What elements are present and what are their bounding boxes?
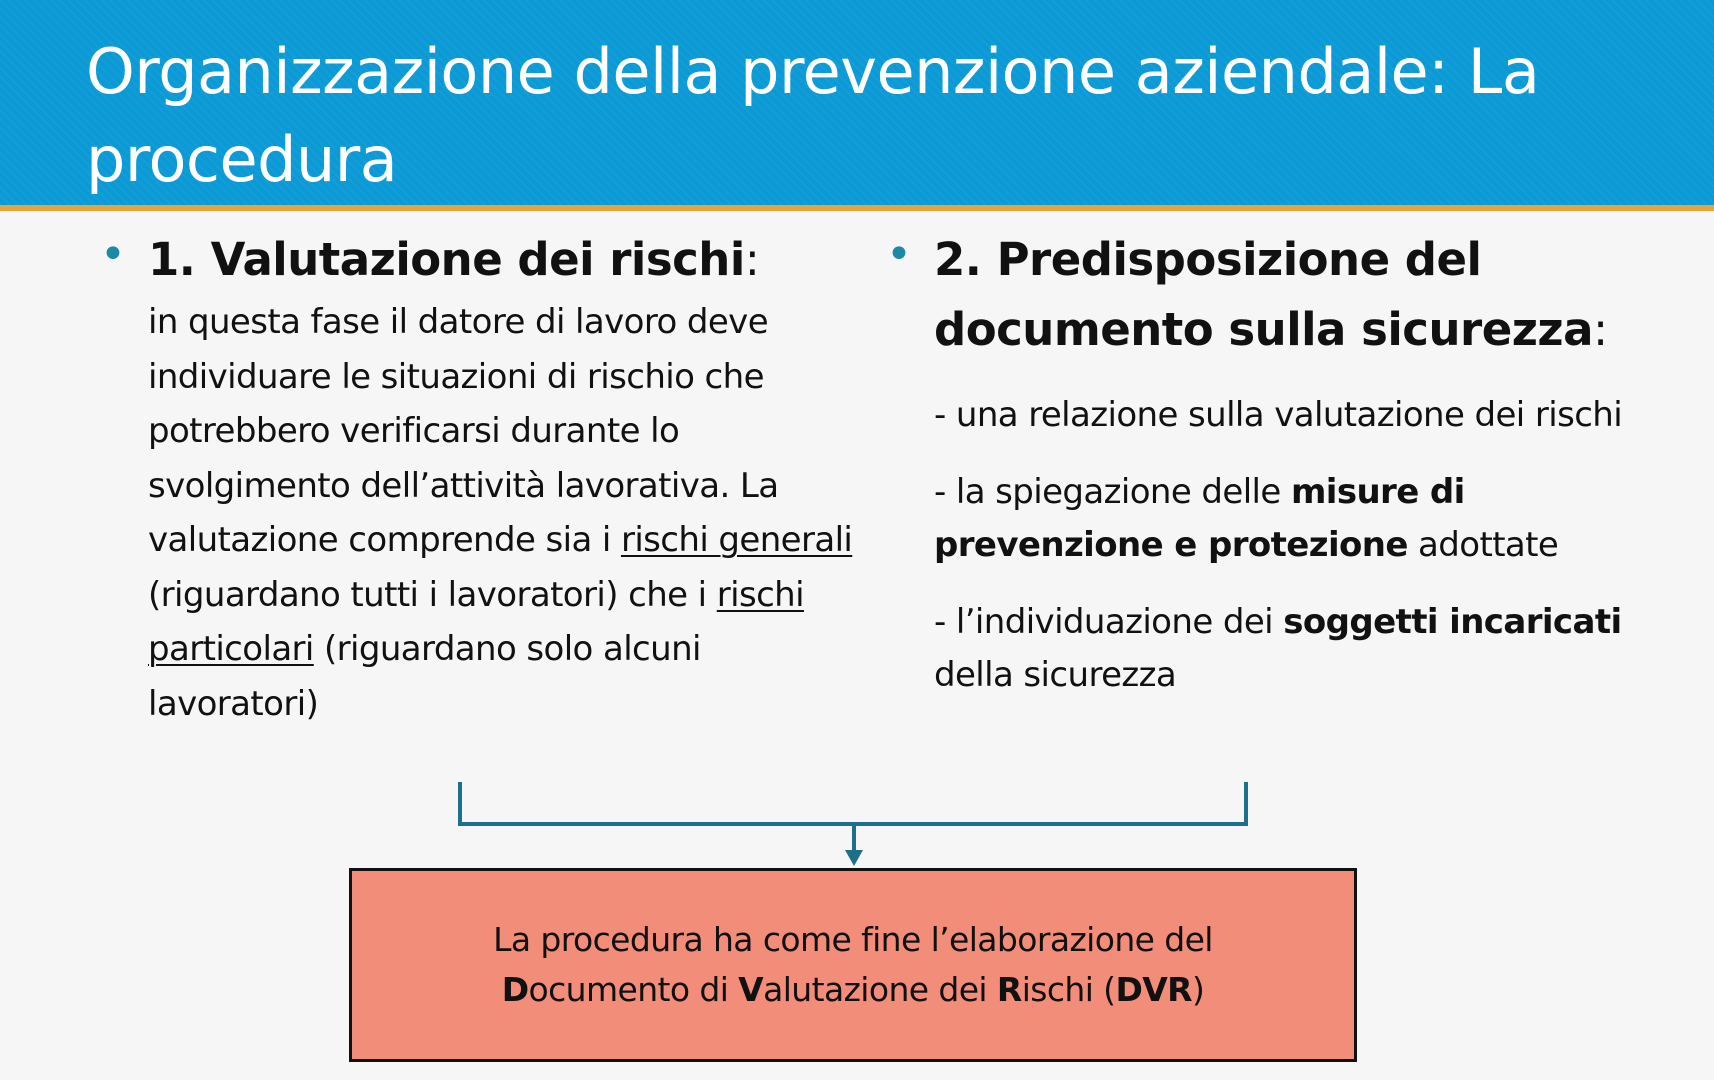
dvr-acronym: DVR bbox=[1115, 970, 1192, 1009]
right-column bbox=[886, 225, 1676, 726]
acronym-letter-v: V bbox=[738, 970, 764, 1009]
result-text-part: ) bbox=[1192, 970, 1205, 1009]
result-text bbox=[493, 915, 1213, 1015]
item-text: della sicurezza bbox=[934, 655, 1177, 695]
left-heading-text: 1. Valutazione dei rischi bbox=[148, 233, 745, 286]
item-text: - la spiegazione delle bbox=[934, 472, 1291, 512]
left-body-part-1: in questa fase il datore di lavoro deve individuare le situazioni di rischio che potrebbero verificarsi durante lo svolgimento dell’attività lavorativa. La valutazione comprende sia i bbox=[148, 302, 779, 560]
result-text-part: ocumento di bbox=[528, 970, 739, 1009]
right-item-list bbox=[886, 389, 1676, 702]
dvr-result-box bbox=[349, 868, 1357, 1062]
left-heading bbox=[148, 225, 860, 295]
left-column bbox=[100, 225, 860, 731]
left-body-part-2: (riguardano tutti i lavoratori) che i bbox=[148, 574, 717, 615]
acronym-letter-d: D bbox=[501, 970, 529, 1009]
title-bar-divider bbox=[0, 205, 1714, 211]
bracket-connector bbox=[460, 782, 1246, 824]
result-line-1: La procedura ha come fine l’elaborazione del bbox=[493, 920, 1213, 959]
underlined-rischi-particolari: rischi particolari bbox=[148, 574, 804, 669]
list-item: - una relazione sulla valutazione dei rischi bbox=[934, 395, 1623, 435]
item-text: - l’individuazione dei bbox=[934, 602, 1284, 642]
right-heading-colon: : bbox=[1592, 303, 1608, 356]
item-bold-text: misure di prevenzione e protezione bbox=[934, 472, 1465, 565]
underlined-rischi-generali: rischi generali bbox=[620, 520, 853, 560]
bullet-icon: • bbox=[886, 229, 912, 280]
list-item bbox=[934, 596, 1676, 702]
result-text-part: alutazione dei bbox=[763, 970, 997, 1009]
right-heading-text: 2. Predisposizione del documento sulla sicurezza bbox=[934, 233, 1593, 356]
list-item bbox=[934, 466, 1676, 572]
left-heading-row bbox=[100, 225, 860, 295]
left-body-part-3: (riguardano solo alcuni lavoratori) bbox=[148, 629, 701, 724]
right-heading-row bbox=[886, 225, 1676, 365]
acronym-letter-r: R bbox=[996, 970, 1022, 1009]
right-heading bbox=[934, 225, 1676, 365]
arrow-head-icon bbox=[845, 850, 863, 866]
left-body bbox=[100, 295, 860, 731]
slide-title: Organizzazione della prevenzione aziendale: La procedura bbox=[86, 35, 1540, 196]
bullet-icon: • bbox=[100, 229, 126, 280]
item-bold-text: soggetti incaricati bbox=[1283, 602, 1622, 642]
left-heading-colon: : bbox=[744, 233, 760, 286]
item-text: adottate bbox=[1407, 525, 1559, 565]
result-text-part: ischi ( bbox=[1021, 970, 1116, 1009]
